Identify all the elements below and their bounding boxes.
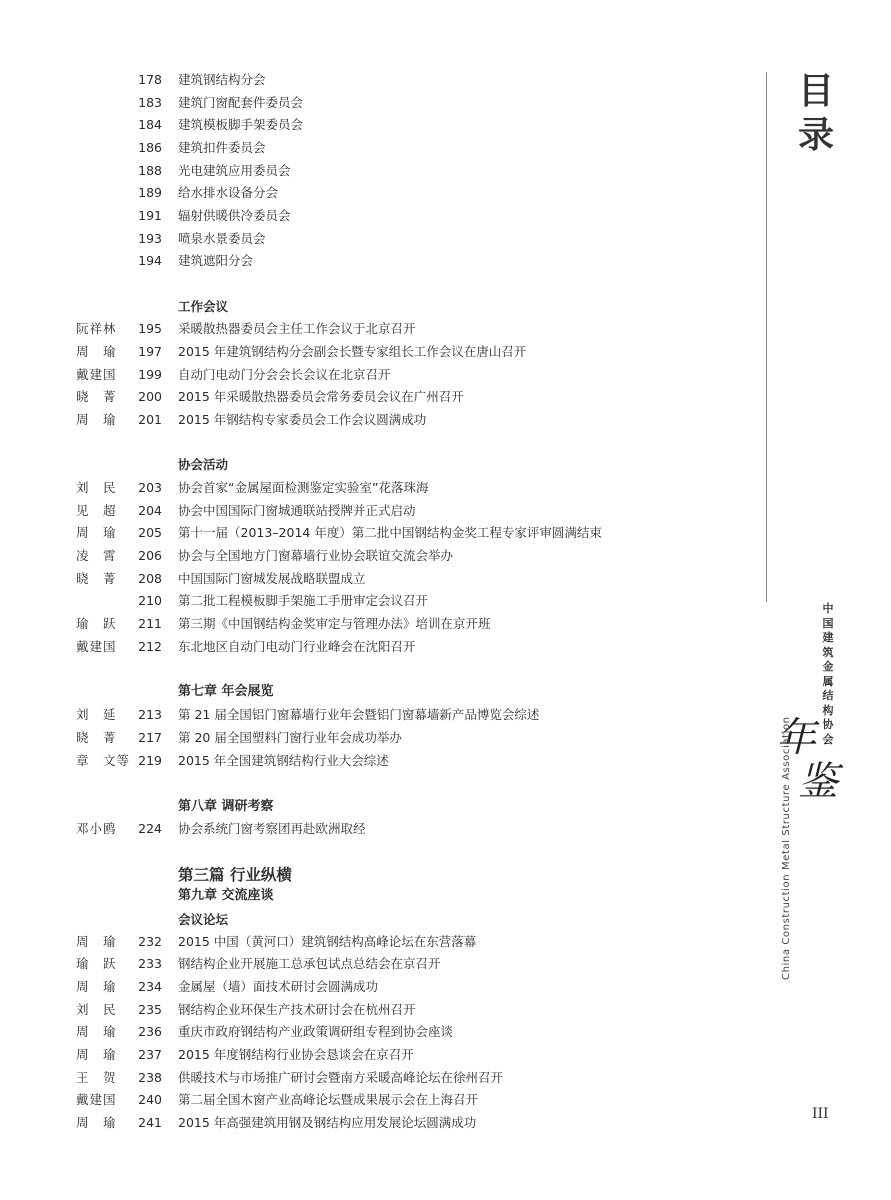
toc-author: 周 瑜 bbox=[76, 344, 117, 359]
toc-author: 周 瑜 bbox=[76, 412, 117, 427]
toc-author: 凌 霄 bbox=[76, 548, 117, 563]
yearbook-char: 年 bbox=[776, 715, 816, 761]
toc-title: 2015 年采暖散热器委员会常务委员会议在广州召开 bbox=[178, 389, 464, 404]
toc-title: 第二批工程模板脚手架施工手册审定会议召开 bbox=[178, 593, 429, 608]
toc-author: 瑜 跃 bbox=[76, 616, 117, 631]
toc-page-number: 219 bbox=[138, 753, 162, 768]
toc-page-number: 217 bbox=[138, 730, 162, 745]
page-number: III bbox=[812, 1106, 829, 1122]
yearbook-char: 鉴 bbox=[798, 759, 838, 805]
toc-title: 建筑门窗配套件委员会 bbox=[178, 95, 304, 110]
contents-title bbox=[794, 70, 838, 158]
toc-author: 见 超 bbox=[76, 503, 117, 518]
toc-title: 光电建筑应用委员会 bbox=[178, 163, 291, 178]
toc-title: 2015 年钢结构专家委员会工作会议圆满成功 bbox=[178, 412, 427, 427]
toc-page-number: 194 bbox=[138, 253, 162, 268]
toc-author: 戴建国 bbox=[76, 367, 117, 382]
section-heading: 会议论坛 bbox=[178, 912, 229, 927]
toc-author: 瑜 跃 bbox=[76, 956, 117, 971]
toc-title: 协会与全国地方门窗幕墙行业协会联谊交流会举办 bbox=[178, 548, 454, 563]
toc-page-number: 195 bbox=[138, 321, 162, 336]
toc-page-number: 240 bbox=[138, 1092, 162, 1107]
toc-page-number: 236 bbox=[138, 1024, 162, 1039]
chapter-heading: 第八章 调研考察 bbox=[178, 799, 274, 814]
toc-page-number: 201 bbox=[138, 412, 162, 427]
toc-title: 第二届全国木窗产业高峰论坛暨成果展示会在上海召开 bbox=[178, 1092, 479, 1107]
toc-title: 2015 年全国建筑钢结构行业大会综述 bbox=[178, 753, 389, 768]
toc-page-number: 224 bbox=[138, 821, 162, 836]
toc-title: 协会中国国际门窗城通联站授牌并正式启动 bbox=[178, 503, 416, 518]
toc-page-number: 233 bbox=[138, 956, 162, 971]
toc-page-number: 210 bbox=[138, 593, 162, 608]
toc-page-number: 206 bbox=[138, 548, 162, 563]
toc-title: 第 21 届全国铝门窗幕墙行业年会暨铝门窗幕墙新产品博览会综述 bbox=[178, 707, 540, 722]
toc-author: 邓小鸥 bbox=[76, 821, 117, 836]
toc-title: 协会首家“金属屋面检测鉴定实验室”花落珠海 bbox=[178, 480, 429, 495]
toc-page-number: 235 bbox=[138, 1002, 162, 1017]
chapter-heading: 第七章 年会展览 bbox=[178, 684, 274, 699]
toc-title: 第十一届（2013–2014 年度）第二批中国钢结构金奖工程专家评审圆满结束 bbox=[178, 525, 602, 540]
toc-page-number: 193 bbox=[138, 231, 162, 246]
section-heading: 协会活动 bbox=[178, 457, 229, 472]
toc-title: 建筑钢结构分会 bbox=[178, 72, 266, 87]
toc-page-number: 212 bbox=[138, 639, 162, 654]
toc-title: 给水排水设备分会 bbox=[178, 185, 279, 200]
toc-title: 2015 年高强建筑用钢及钢结构应用发展论坛圆满成功 bbox=[178, 1115, 477, 1130]
toc-author: 周 瑜 bbox=[76, 979, 117, 994]
toc-author: 刘 延 bbox=[76, 707, 117, 722]
toc-page-number: 211 bbox=[138, 616, 162, 631]
toc-page-number: 205 bbox=[138, 525, 162, 540]
chapter-heading: 第九章 交流座谈 bbox=[178, 888, 274, 903]
toc-title: 第三期《中国钢结构金奖审定与管理办法》培训在京开班 bbox=[178, 616, 491, 631]
toc-title: 建筑扣件委员会 bbox=[178, 140, 266, 155]
toc-author: 戴建国 bbox=[76, 1092, 117, 1107]
toc-title: 2015 年度钢结构行业协会恳谈会在京召开 bbox=[178, 1047, 414, 1062]
toc-page-number: 191 bbox=[138, 208, 162, 223]
association-name-cn: 中国建筑金属结构协会 bbox=[822, 602, 834, 746]
toc-author: 阮祥林 bbox=[76, 321, 117, 336]
toc-page-number: 234 bbox=[138, 979, 162, 994]
toc-page-number: 238 bbox=[138, 1070, 162, 1085]
toc-title: 中国国际门窗城发展战略联盟成立 bbox=[178, 571, 366, 586]
toc-title: 供暖技术与市场推广研讨会暨南方采暖高峰论坛在徐州召开 bbox=[178, 1070, 504, 1085]
toc-title: 2015 年建筑钢结构分会副会长暨专家组长工作会议在唐山召开 bbox=[178, 344, 527, 359]
toc-title: 钢结构企业环保生产技术研讨会在杭州召开 bbox=[178, 1002, 416, 1017]
toc-page-number: 197 bbox=[138, 344, 162, 359]
toc-title: 钢结构企业开展施工总承包试点总结会在京召开 bbox=[178, 956, 441, 971]
toc-page-number: 178 bbox=[138, 72, 162, 87]
association-name-en: China Construction Metal Structure Association bbox=[781, 716, 792, 980]
toc-title: 金属屋（墙）面技术研讨会圆满成功 bbox=[178, 979, 379, 994]
toc-page-number: 204 bbox=[138, 503, 162, 518]
toc-author: 周 瑜 bbox=[76, 1115, 117, 1130]
toc-author: 王 贺 bbox=[76, 1070, 117, 1085]
section-heading: 工作会议 bbox=[178, 299, 229, 314]
toc-page-number: 203 bbox=[138, 480, 162, 495]
toc-author: 周 瑜 bbox=[76, 1024, 117, 1039]
toc-page-number: 241 bbox=[138, 1115, 162, 1130]
toc-author: 戴建国 bbox=[76, 639, 117, 654]
contents-title-char: 录 bbox=[797, 115, 834, 156]
toc-title: 第 20 届全国塑料门窗行业年会成功举办 bbox=[178, 730, 402, 745]
toc-author: 晓 菁 bbox=[76, 571, 117, 586]
toc-author: 晓 菁 bbox=[76, 389, 117, 404]
toc-page-number: 208 bbox=[138, 571, 162, 586]
toc-page-number: 184 bbox=[138, 117, 162, 132]
toc-page-number: 188 bbox=[138, 163, 162, 178]
toc-page-number: 213 bbox=[138, 707, 162, 722]
toc-title: 采暖散热器委员会主任工作会议于北京召开 bbox=[178, 321, 416, 336]
toc-author: 周 瑜 bbox=[76, 525, 117, 540]
toc-page-number: 189 bbox=[138, 185, 162, 200]
contents-title-char: 目 bbox=[797, 71, 834, 112]
toc-page-number: 232 bbox=[138, 934, 162, 949]
toc-title: 东北地区自动门电动门行业峰会在沈阳召开 bbox=[178, 639, 416, 654]
toc-author: 晓 菁 bbox=[76, 730, 117, 745]
toc-title: 重庆市政府钢结构产业政策调研组专程到协会座谈 bbox=[178, 1024, 454, 1039]
toc-page-number: 186 bbox=[138, 140, 162, 155]
vertical-divider bbox=[766, 72, 767, 602]
toc-page-number: 199 bbox=[138, 367, 162, 382]
toc-author: 周 瑜 bbox=[76, 1047, 117, 1062]
toc-author: 章 文等 bbox=[76, 753, 131, 768]
toc-page-number: 237 bbox=[138, 1047, 162, 1062]
toc-author: 周 瑜 bbox=[76, 934, 117, 949]
toc-title: 喷泉水景委员会 bbox=[178, 231, 266, 246]
toc-title: 辐射供暖供冷委员会 bbox=[178, 208, 291, 223]
toc-author: 刘 民 bbox=[76, 480, 117, 495]
toc-title: 自动门电动门分会会长会议在北京召开 bbox=[178, 367, 391, 382]
part-heading: 第三篇 行业纵横 bbox=[178, 866, 292, 884]
toc-title: 建筑遮阳分会 bbox=[178, 253, 254, 268]
toc-page-number: 183 bbox=[138, 95, 162, 110]
toc-page-number: 200 bbox=[138, 389, 162, 404]
toc-author: 刘 民 bbox=[76, 1002, 117, 1017]
toc-title: 建筑模板脚手架委员会 bbox=[178, 117, 304, 132]
toc-title: 2015 中国（黄河口）建筑钢结构高峰论坛在东营落幕 bbox=[178, 934, 477, 949]
toc-title: 协会系统门窗考察团再赴欧洲取经 bbox=[178, 821, 366, 836]
